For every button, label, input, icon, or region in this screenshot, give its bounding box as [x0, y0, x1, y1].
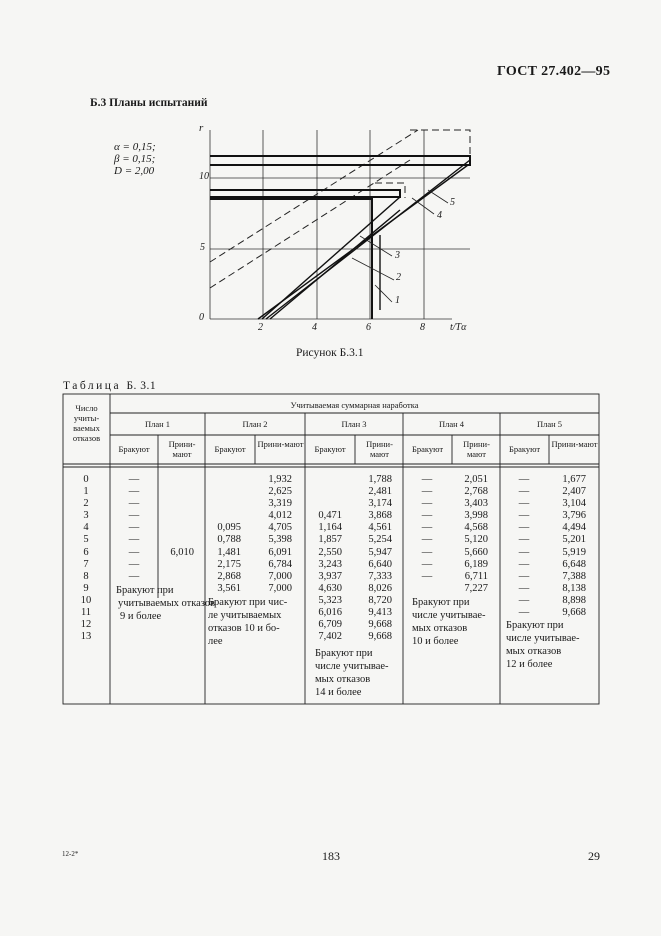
plan3-accept-cell: 3,868 [368, 510, 392, 522]
plan3-accept-cell: 3,174 [368, 498, 392, 510]
plan3-reject-cell: 4,630 [318, 582, 342, 594]
curve-label-2: 2 [396, 272, 401, 283]
curve-label-5: 5 [450, 197, 455, 208]
plan3-reject-cell: 3,937 [318, 570, 342, 582]
plan2-accept-cell: 4,705 [268, 522, 292, 534]
header-accept-1: Прини-мают [168, 439, 196, 459]
plan3-accept-cell: 4,561 [368, 522, 392, 534]
plan4-reject-cell: — [421, 510, 433, 522]
plan5-reject-cell: — [518, 486, 530, 498]
plan3-reject-cell: 7,402 [318, 631, 342, 643]
plan5-reject-cell: — [518, 594, 530, 606]
plan2-accept-cell: 7,000 [268, 570, 292, 582]
plan2-reject-cell: 0,788 [217, 534, 241, 546]
plan5-accept-cell: 9,668 [562, 607, 586, 619]
plan5-reject-cell: — [518, 498, 530, 510]
plan5-accept-cell: 5,919 [562, 546, 586, 558]
plan3-accept-cell: 1,788 [368, 474, 392, 485]
page-number-center: 183 [322, 849, 340, 863]
plan4-reject-cell: — [421, 522, 433, 534]
plan1-note [116, 584, 215, 623]
plan5-accept-cell: 5,201 [562, 534, 586, 546]
header-plan-4: План 4 [438, 419, 465, 429]
plan5-reject-cell: — [518, 570, 530, 582]
plan4-note-line: мых отказов [412, 623, 468, 634]
plan2-accept-cell: 6,784 [268, 558, 292, 570]
header-reject-5: Бракуют [508, 444, 541, 454]
plan3-reject-cell: 6,016 [318, 607, 342, 619]
header-reject-2: Бракуют [214, 444, 246, 454]
col-plan1-accept [158, 474, 194, 559]
param-d: D = 2,00 [114, 165, 155, 177]
plan5-reject-cell: — [518, 474, 530, 485]
plan5-reject-cell: — [518, 534, 530, 546]
plan2-reject-cell [205, 474, 241, 486]
header-plan-2: План 2 [242, 419, 268, 429]
plan3-reject-cell: 1,164 [318, 522, 342, 534]
failure-count-cell: 8 [83, 570, 89, 582]
y-axis-label: r [199, 122, 204, 134]
y-tick-10: 10 [199, 171, 209, 182]
col-plan5-reject [501, 474, 547, 619]
x-axis-label: t/Tα [450, 322, 467, 333]
y-tick-5: 5 [200, 242, 205, 253]
col-plan4-reject [404, 474, 450, 583]
plan5-note [506, 619, 580, 671]
plan5-accept-cell: 8,138 [562, 582, 586, 594]
col-plan1-reject [112, 474, 156, 583]
plan2-note-line: отказов 10 и бо- [208, 623, 280, 634]
x-tick-2: 2 [258, 322, 263, 333]
curve-label-1: 1 [395, 295, 400, 306]
plan5-accept-cell: 1,677 [562, 474, 586, 485]
upper-dashed-line [210, 130, 418, 262]
plan3-accept-cell: 6,640 [368, 558, 392, 570]
plan5-note-line: мых отказов [506, 646, 562, 657]
plan4-reject-cell: — [421, 546, 433, 558]
plan3-note [315, 647, 389, 699]
plan5-accept-cell: 7,388 [562, 570, 586, 582]
plan4-note-line: числе учитывае- [412, 610, 486, 621]
table-caption-prefix: Таблица [63, 380, 122, 392]
plan2-note-line: ле учитываемых [208, 610, 282, 621]
plan4-note [412, 596, 486, 648]
page-number-right: 29 [588, 849, 600, 863]
failure-count-cell: 1 [83, 486, 89, 498]
plan2-accept-cell: 5,398 [268, 534, 292, 546]
x-tick-4: 4 [312, 322, 317, 333]
plan4-accept-cell: 6,711 [464, 570, 488, 582]
plan5-note-line: числе учитывае- [506, 633, 580, 644]
plan1-accept-cell [158, 522, 194, 534]
plan3-accept-cell: 9,668 [368, 619, 392, 631]
footer-code: 12-2* [62, 850, 79, 858]
plan3-reject-cell: 1,857 [318, 534, 342, 546]
plan3-accept-cell: 9,413 [368, 607, 392, 619]
plan2-note-line: лее [208, 636, 223, 647]
plan4-reject-cell: — [421, 558, 433, 570]
plan1-reject-cell: — [128, 570, 140, 582]
header-reject-3: Бракуют [314, 444, 346, 454]
curve-label-3: 3 [395, 250, 400, 261]
plan2-accept-cell: 4,012 [268, 510, 292, 522]
failure-count-cell: 2 [83, 498, 89, 510]
param-beta: β = 0,15; [114, 153, 156, 165]
plan2-reject-cell: 1,481 [217, 546, 241, 558]
plan3-accept-cell: 5,254 [368, 534, 392, 546]
plan5-accept-cell: 3,104 [562, 498, 586, 510]
plan2-note-line: Бракуют при чис- [208, 597, 288, 608]
plan1-reject-cell: — [128, 534, 140, 546]
plan3-reject-cell [306, 486, 342, 498]
plan3-reject-cell: 0,471 [318, 510, 342, 522]
col-plan2-accept [256, 474, 292, 595]
plan1-reject-cell: — [128, 498, 140, 510]
header-plan-1: План 1 [144, 419, 171, 429]
plan3-accept-cell: 8,720 [368, 594, 392, 606]
failure-count-cell: 12 [80, 619, 92, 631]
plan2-reject-cell [205, 486, 241, 498]
plan2-reject-cell: 3,561 [217, 582, 241, 594]
standard-code: ГОСТ 27.402—95 [497, 64, 611, 79]
plan3-note-line: Бракуют при [315, 648, 373, 659]
x-tick-8: 8 [420, 322, 425, 333]
plan4-accept-cell: 5,120 [464, 534, 488, 546]
plan3-accept-cell: 2,481 [368, 486, 392, 498]
header-failure-count: Число учиты-ваемых отказов [72, 403, 101, 443]
plan1-accept-cell [158, 486, 194, 498]
plan3-reject-cell [306, 498, 342, 510]
plan5-note-line: 12 и более [506, 659, 553, 670]
header-accept-5: Прини-мают [551, 439, 598, 449]
plan5-accept-cell: 8,898 [562, 594, 586, 606]
col-plan3-reject [306, 474, 342, 643]
plan1-accept-cell [158, 510, 194, 522]
plan5-note-line: Бракуют при [506, 620, 564, 631]
curve-label-4: 4 [437, 210, 442, 221]
plan2-reject-cell: 2,175 [217, 558, 241, 570]
plan1-accept-cell: 6,010 [170, 546, 194, 558]
plan4-note-line: 10 и более [412, 636, 459, 647]
plan1-note-line: учитываемых отказов [118, 598, 216, 609]
failure-count-cell: 10 [80, 594, 92, 606]
plan1-reject-cell: — [128, 546, 140, 558]
plan4-reject-cell: — [421, 486, 433, 498]
plan3-reject-cell: 2,550 [318, 546, 342, 558]
col-plan5-accept [550, 474, 586, 619]
plan4-accept-cell: 2,051 [464, 474, 488, 485]
plan1-note-line: 9 и более [120, 611, 162, 622]
plan4-reject-cell: — [421, 534, 433, 546]
plan3-reject-cell: 3,243 [318, 558, 342, 570]
failure-count-cell: 5 [83, 534, 89, 546]
plan1-reject-cell: — [128, 522, 140, 534]
plan-line-4-box [210, 190, 400, 197]
plan3-note-line: мых отказов [315, 674, 371, 685]
header-plan-5: План 5 [536, 419, 563, 429]
plan5-accept-cell: 2,407 [562, 486, 586, 498]
plan4-accept-cell: 5,660 [464, 546, 488, 558]
col-failure-count [66, 474, 106, 643]
failure-count-cell: 4 [83, 522, 89, 534]
header-group: Учитываемая суммарная наработка [290, 400, 419, 410]
plan2-accept-cell: 2,625 [268, 486, 292, 498]
figure-caption: Рисунок Б.3.1 [296, 347, 364, 359]
plan1-reject-cell: — [128, 558, 140, 570]
section-title: Б.3 Планы испытаний [90, 97, 208, 109]
plan4-accept-cell: 3,998 [464, 510, 488, 522]
plan2-reject-cell [205, 510, 241, 522]
plan2-accept-cell: 3,319 [268, 498, 292, 510]
header-accept-2: Прини-мают [257, 439, 304, 449]
failure-count-cell: 9 [83, 582, 89, 594]
failure-count-cell: 13 [80, 631, 92, 643]
plan5-accept-cell: 6,648 [562, 558, 586, 570]
plan3-accept-cell: 7,333 [368, 570, 392, 582]
plan4-reject-cell: — [421, 498, 433, 510]
plan1-reject-cell: — [128, 486, 140, 498]
plan-line-5-box [210, 156, 470, 165]
plan3-note-line: 14 и более [315, 687, 362, 698]
table-caption [63, 380, 156, 392]
plan2-accept-cell: 6,091 [268, 546, 292, 558]
table-caption-number: Б. 3.1 [126, 380, 157, 392]
col-plan3-accept [356, 474, 392, 643]
plan3-reject-cell: 6,709 [318, 619, 342, 631]
failure-count-cell: 7 [83, 558, 89, 570]
plan5-reject-cell: — [518, 546, 530, 558]
plan5-reject-cell: — [518, 522, 530, 534]
plan1-note-line: Бракуют при [116, 585, 174, 596]
plan1-accept-cell [158, 474, 194, 486]
x-tick-6: 6 [366, 322, 371, 333]
plan4-accept-cell: 3,403 [464, 498, 488, 510]
plan2-note [208, 596, 287, 648]
plan4-reject-cell: — [421, 570, 433, 582]
col-plan4-accept [452, 474, 488, 595]
header-reject-4: Бракуют [411, 444, 444, 454]
plan4-accept-cell: 6,189 [464, 558, 488, 570]
header-plan-3: План 3 [341, 419, 367, 429]
plan5-accept-cell: 4,494 [562, 522, 586, 534]
plan5-reject-cell: — [518, 510, 530, 522]
plan2-accept-cell: 1,932 [268, 474, 292, 485]
plan2-reject-cell: 2,868 [217, 570, 241, 582]
plan4-accept-cell: 2,768 [464, 486, 488, 498]
failure-count-cell: 3 [83, 510, 89, 522]
plan5-reject-cell: — [518, 558, 530, 570]
plan4-accept-cell: 7,227 [464, 582, 488, 594]
plan3-note-line: числе учитывае- [315, 661, 389, 672]
header-reject-1: Бракуют [118, 444, 150, 454]
plan5-reject-cell: — [518, 607, 530, 619]
plan1-accept-cell [158, 498, 194, 510]
plan2-reject-cell [205, 498, 241, 510]
plan1-accept-cell [158, 534, 194, 546]
plan-line-1-box [210, 199, 372, 319]
curve-1 [262, 197, 400, 319]
plan2-reject-cell: 0,095 [217, 522, 241, 534]
failure-count-cell: 11 [80, 607, 92, 619]
plan1-reject-cell: — [128, 510, 140, 522]
col-plan2-reject [205, 474, 241, 595]
plan1-reject-cell: — [128, 474, 140, 485]
failure-count-cell: 6 [83, 546, 89, 558]
param-alpha: α = 0,15; [114, 141, 156, 153]
plan3-accept-cell: 5,947 [368, 546, 392, 558]
plan4-note-line: Бракуют при [412, 597, 470, 608]
header-accept-4: Прини-мают [463, 439, 490, 459]
y-tick-0: 0 [199, 312, 204, 323]
header-accept-3: Прини-мают [366, 439, 393, 459]
plan2-accept-cell: 7,000 [268, 582, 292, 594]
plan4-reject-cell: — [421, 474, 433, 485]
plan5-accept-cell: 3,796 [562, 510, 586, 522]
plan4-accept-cell: 4,568 [464, 522, 488, 534]
plan3-reject-cell [306, 474, 342, 486]
failure-count-cell: 0 [83, 474, 89, 485]
plan3-accept-cell: 8,026 [368, 582, 392, 594]
plan5-reject-cell: — [518, 582, 530, 594]
plan3-accept-cell: 9,668 [368, 631, 392, 643]
plan3-reject-cell: 5,323 [318, 594, 342, 606]
